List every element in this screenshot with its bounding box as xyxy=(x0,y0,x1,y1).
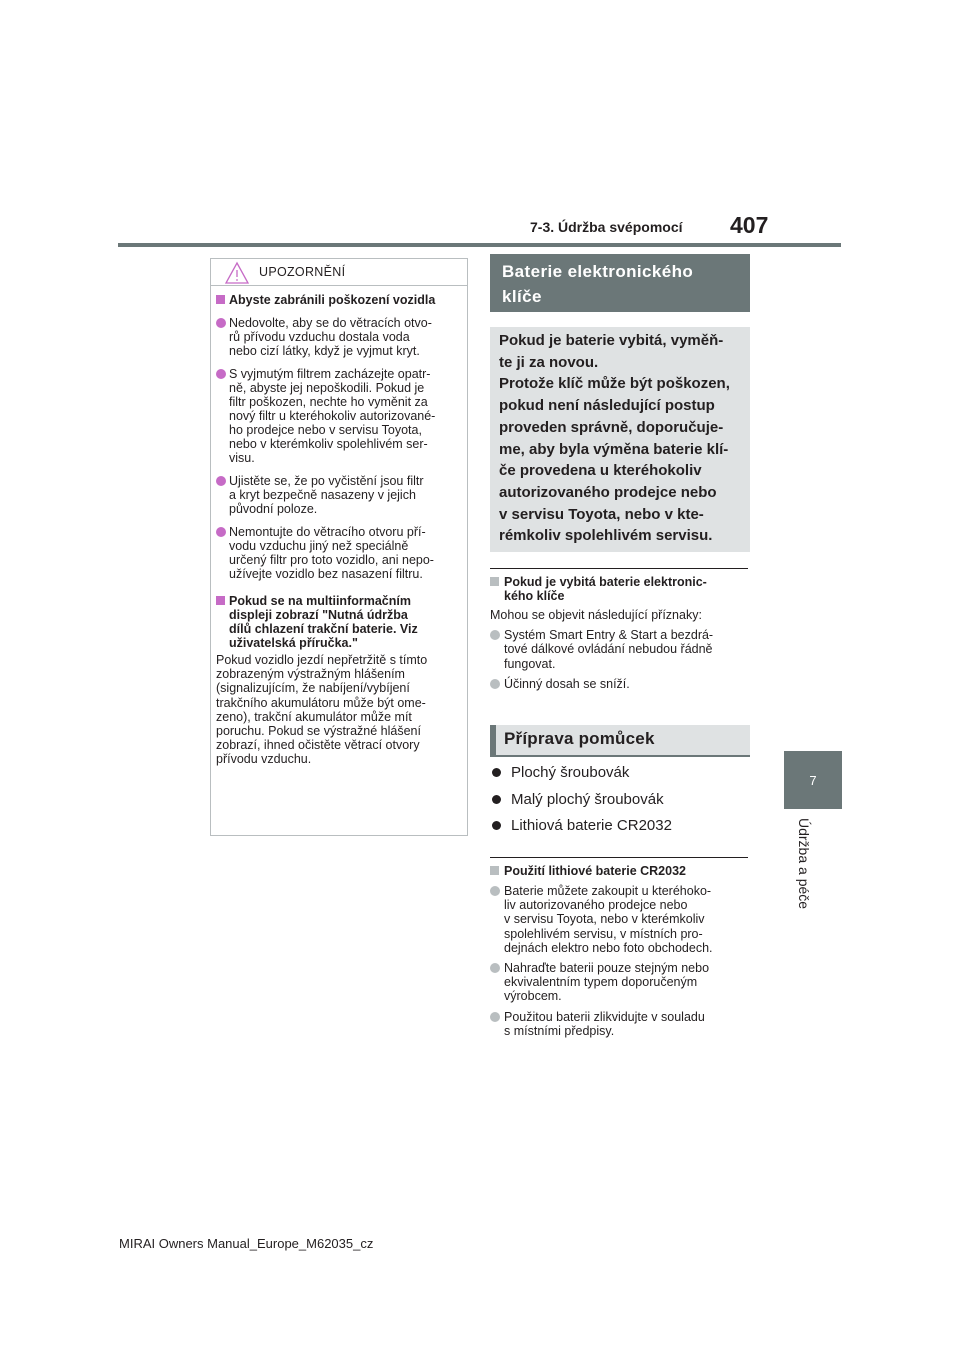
text-line: Baterie můžete zakoupit u kteréhoko- xyxy=(504,884,712,898)
text-line: výrobcem. xyxy=(504,989,562,1004)
text-line: poruchu. Pokud se výstražné hlášení xyxy=(216,724,421,739)
text-line: rů přívodu vzduchu dostala voda xyxy=(229,330,410,344)
battery-section-title: Baterie elektronického klíče xyxy=(490,254,750,312)
notice-line: rémkoliv spolehlivém servisu. xyxy=(499,527,713,545)
text-line: trakčního akumulátoru může být ome- xyxy=(216,695,426,710)
warning-bullet-list xyxy=(216,316,464,581)
bullet-dot-icon xyxy=(216,527,226,537)
warning-heading: Abyste zabránili poškození vozidla xyxy=(216,293,464,307)
tools-list xyxy=(492,764,750,844)
warning-header xyxy=(211,259,467,286)
bullet-item xyxy=(216,316,464,358)
text-line: vodu vzduchu jiný než speciálně xyxy=(229,539,409,553)
warning-heading-2 xyxy=(216,594,464,650)
dead-battery-block xyxy=(490,568,752,691)
text-line: Účinný dosah se sníží. xyxy=(504,676,630,691)
dead-battery-intro: Mohou se objevit následující příznaky: xyxy=(490,608,702,622)
text-line: v servisu Toyota, nebo v kterémkoliv xyxy=(504,912,705,927)
lithium-battery-heading: Použití lithiové baterie CR2032 xyxy=(490,864,752,878)
notice-line: če provedena u kteréhokoliv xyxy=(499,462,702,480)
text-line: ně, abyste jej nepoškodili. Pokud je xyxy=(229,381,425,395)
bullet-dot-icon xyxy=(490,886,500,896)
text-line: visu. xyxy=(229,451,255,465)
text-line: s místními předpisy. xyxy=(504,1023,615,1038)
chapter-number: 7 xyxy=(809,772,817,788)
warning-box xyxy=(210,258,468,836)
text-line: spolehlivém servisu, v místních pro- xyxy=(504,926,703,941)
text-line: ekvivalentním typem doporučeným xyxy=(504,975,698,990)
text-line: S vyjmutým filtrem zacházejte opatr- xyxy=(229,367,431,381)
text-line: Systém Smart Entry & Start a bezdrá- xyxy=(504,628,714,643)
text-line: Pokud se na multiinformačním xyxy=(229,594,411,608)
notice-line: Pokud je baterie vybitá, vyměň- xyxy=(499,332,724,349)
tool-item xyxy=(492,791,750,818)
text-line: Použitou baterii zlikvidujte v souladu xyxy=(504,1009,705,1024)
bullet-dot-icon xyxy=(490,630,500,640)
text-line: a kryt bezpečně nasazeny v jejich xyxy=(229,488,416,502)
tool-label: Plochý šroubovák xyxy=(511,764,630,781)
text-line: kého klíče xyxy=(504,589,565,603)
chapter-tab[interactable] xyxy=(784,751,842,809)
text-line: Nedovolte, aby se do větracích otvo- xyxy=(229,316,432,330)
warning-body xyxy=(216,289,464,767)
square-bullet-icon xyxy=(490,866,499,875)
chapter-label: Údržba a péče xyxy=(796,818,812,910)
notice-line: autorizovaného prodejce nebo xyxy=(499,483,717,501)
warning-paragraph xyxy=(216,653,464,767)
text-line: nebo v kterémkoliv spolehlivém ser- xyxy=(229,437,428,451)
bullet-item xyxy=(490,1010,752,1038)
square-bullet-icon xyxy=(216,295,225,304)
lithium-battery-block xyxy=(490,857,752,1038)
notice-line: me, aby byla výměna baterie klí- xyxy=(499,440,729,458)
notice-line: Protože klíč může být poškozen, xyxy=(499,375,730,393)
tool-label: Malý plochý šroubovák xyxy=(511,790,664,808)
text-line: ho prodejce nebo v servisu Toyota, xyxy=(229,423,422,437)
divider xyxy=(490,857,748,858)
bullet-item xyxy=(216,525,464,581)
text-line: zeno), trakční akumulátor může mít xyxy=(216,709,412,724)
warning-label: UPOZORNĚNÍ xyxy=(259,265,346,279)
text-line: liv autorizovaného prodejce nebo xyxy=(504,898,688,913)
text-line: Nemontujte do větracího otvoru pří- xyxy=(229,525,426,539)
footer-text: MIRAI Owners Manual_Europe_M62035_cz xyxy=(119,1236,374,1251)
dead-battery-bullet-list xyxy=(490,628,752,691)
text-line: filtr poškozen, nechte ho vyměnit za xyxy=(229,395,428,409)
text-line: nebo cizí látky, když je vyjmut kryt. xyxy=(229,344,420,358)
text-line: dílů chlazení trakční baterie. Viz xyxy=(229,622,418,636)
tools-section-title: Příprava pomůcek xyxy=(490,725,750,757)
text-line: displeji zobrazí "Nutná údržba xyxy=(229,608,408,622)
text-line: fungovat. xyxy=(504,656,556,671)
text-line: tové dálkové ovládání nebudou řádně xyxy=(504,642,713,657)
tool-item xyxy=(492,764,750,791)
warning-triangle-icon xyxy=(224,261,250,285)
bullet-dot-icon xyxy=(490,1012,500,1022)
bullet-item xyxy=(490,884,752,955)
text-line: Ujistěte se, že po vyčistění jsou filtr xyxy=(229,474,424,488)
text-line: původní poloze. xyxy=(229,502,318,516)
text-line: (signalizujícím, že nabíjení/vybíjení xyxy=(216,681,410,696)
dead-battery-heading xyxy=(490,575,752,603)
text-line: Pokud je vybitá baterie elektronic- xyxy=(504,575,707,589)
bullet-dot-icon xyxy=(492,821,501,830)
notice-line: proveden správně, doporučuje- xyxy=(499,418,724,436)
bullet-dot-icon xyxy=(490,679,500,689)
square-bullet-icon xyxy=(216,596,225,605)
page-number: 407 xyxy=(730,212,769,238)
bullet-dot-icon xyxy=(492,795,501,804)
bullet-item xyxy=(490,677,752,691)
divider xyxy=(490,568,748,569)
text-line: uživatelská příručka." xyxy=(229,636,358,650)
bullet-dot-icon xyxy=(490,963,500,973)
bullet-item xyxy=(216,474,464,516)
tool-item xyxy=(492,817,750,844)
section-title: 7-3. Údržba svépomocí xyxy=(530,219,683,235)
bullet-item xyxy=(216,367,464,465)
bullet-item xyxy=(490,961,752,1004)
text-line: zobrazí, ihned očistěte větrací otvory xyxy=(216,738,420,753)
lithium-bullet-list xyxy=(490,884,752,1038)
tool-label: Lithiová baterie CR2032 xyxy=(511,817,672,834)
text-line: zobrazeným výstražným hlášením xyxy=(216,667,405,682)
text-line: určený filtr pro toto vozidlo, ani nepo- xyxy=(229,553,434,567)
bullet-dot-icon xyxy=(492,768,501,777)
notice-line: te ji za novou. xyxy=(499,353,599,371)
bullet-item xyxy=(490,628,752,671)
notice-line: v servisu Toyota, nebo v kte- xyxy=(499,505,704,523)
bullet-dot-icon xyxy=(216,369,226,379)
header-rule xyxy=(118,243,841,247)
text-line: dejnách elektro nebo foto obchodech. xyxy=(504,940,713,955)
text-line: Nahraďte baterii pouze stejným nebo xyxy=(504,961,710,976)
notice-line: pokud není následující postup xyxy=(499,397,715,415)
text-line: Pokud vozidlo jezdí nepřetržitě s tímto xyxy=(216,653,428,667)
text-line: užívejte vozidlo bez nasazení filtru. xyxy=(229,567,423,581)
text-line: přívodu vzduchu. xyxy=(216,752,312,767)
text-line: nový filtr u kteréhokoliv autorizované- xyxy=(229,409,436,423)
square-bullet-icon xyxy=(490,577,499,586)
battery-notice-box xyxy=(490,327,750,552)
bullet-dot-icon xyxy=(216,318,226,328)
bullet-dot-icon xyxy=(216,476,226,486)
